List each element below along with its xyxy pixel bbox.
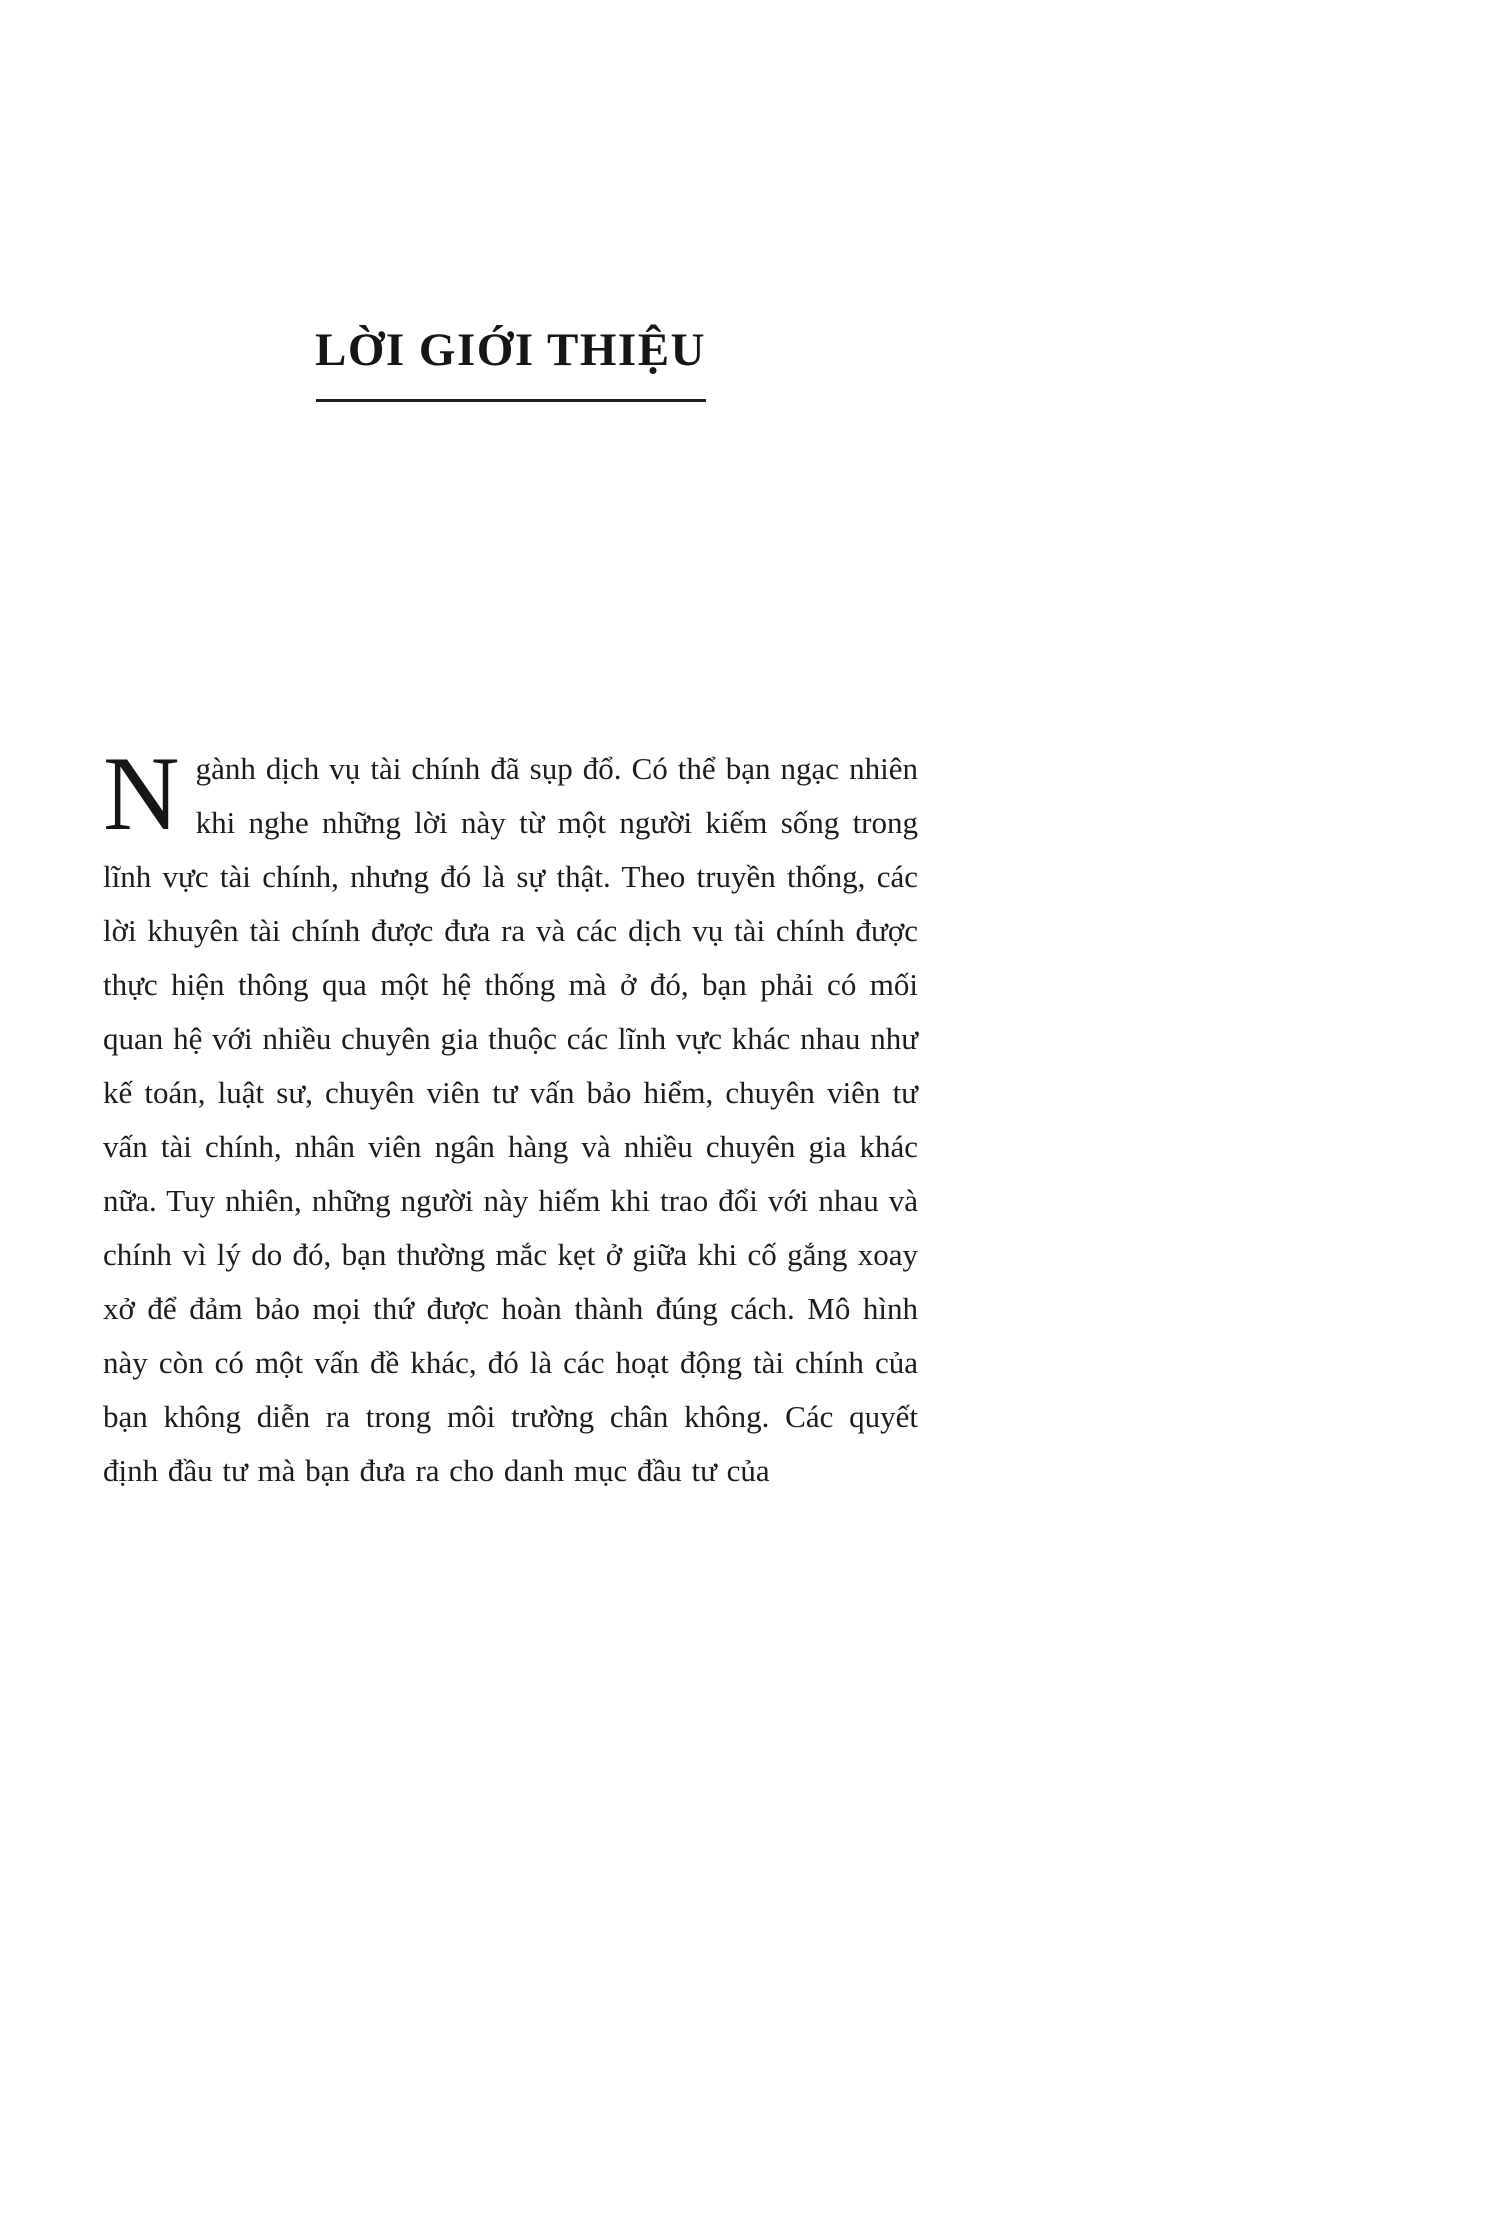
paragraph-text: gành dịch vụ tài chính đã sụp đổ. Có thể bạn ngạc nhiên khi nghe những lời này từ một người kiếm sống trong lĩnh vực tài chính, nhưng đó là sự thật. Theo truyền thống, các lời khuyên tài chính được đưa ra và các dịch vụ tài chính được thực hiện thông qua một hệ thống mà ở đó, bạn phải có mối quan hệ với nhiều chuyên gia thuộc các lĩnh vực khác nhau như kế toán, luật sư, chuyên viên tư vấn bảo hiểm, chuyên viên tư vấn tài chính, nhân viên ngân hàng và nhiều chuyên gia khác nữa. Tuy nhiên, những người này hiếm khi trao đổi với nhau và chính vì lý do đó, bạn thường mắc kẹt ở giữa khi cố gắng xoay xở để đảm bảo mọi thứ được hoàn thành đúng cách. Mô hình này còn có một vấn đề khác, đó là các hoạt động tài chính của bạn không diễn ra trong môi trường chân không. Các quyết định đầu tư mà bạn đưa ra cho danh mục đầu tư của <box>103 750 918 1488</box>
drop-cap: N <box>103 734 180 852</box>
page-content <box>103 0 918 1498</box>
title-divider <box>316 399 706 402</box>
body-paragraph <box>103 734 918 1498</box>
chapter-title: LỜI GIỚI THIỆU <box>314 324 707 376</box>
